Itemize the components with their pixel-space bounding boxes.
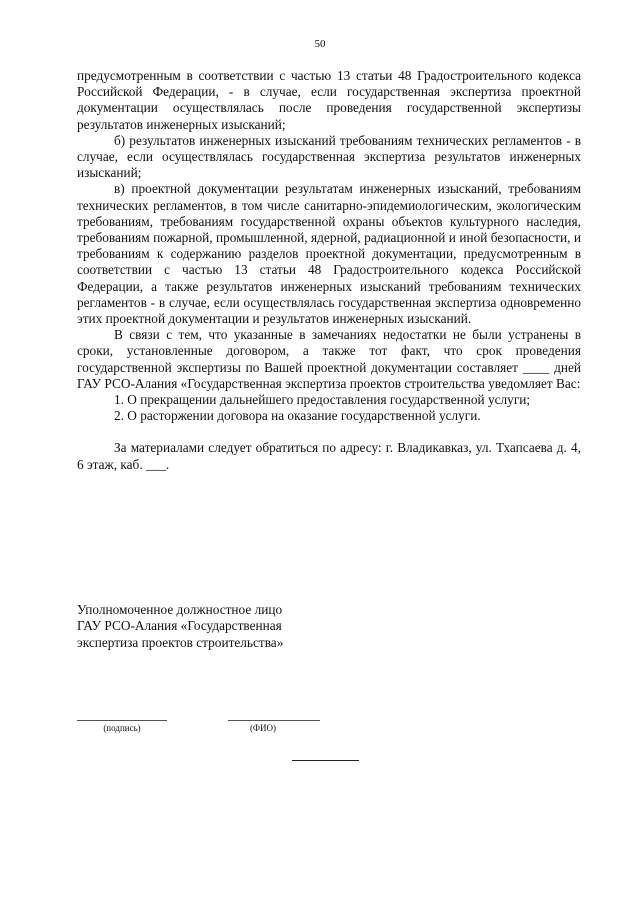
document-body — [77, 68, 581, 473]
signature-line — [77, 720, 167, 721]
signature-label: (подпись) — [103, 723, 141, 733]
signatory-line-2: ГАУ РСО-Алания «Государственная — [77, 618, 282, 634]
paragraph-option-1: 1. О прекращении дальнейшего предоставления государственной услуги; — [114, 392, 531, 408]
page-number: 50 — [314, 38, 326, 50]
paragraph-continuation: предусмотренным в соответствии с частью 13 статьи 48 Градостроительного кодекса Российской Федерации, - в случае, если государственная экспертиза проектной документации осуществлялась после проведения государственной экспертизы результатов инженерных изысканий; — [77, 68, 581, 132]
signatory-line-1: Уполномоченное должностное лицо — [77, 602, 283, 617]
full-name-line — [228, 720, 320, 721]
paragraph-address: За материалами следует обратиться по адресу: г. Владикавказ, ул. Тхапсаева д. 4, 6 этаж, каб. ___. — [77, 440, 581, 472]
spacer — [77, 424, 581, 440]
paragraph-option-2: 2. О расторжении договора на оказание государственной услуги. — [114, 408, 481, 424]
full-name-label: (ФИО) — [249, 723, 277, 733]
paragraph-item-b: б) результатов инженерных изысканий требованиям технических регламентов - в случае, если осуществлялась государственная экспертиза результатов инженерных изысканий; — [77, 132, 581, 181]
paragraph-notice: В связи с тем, что указанные в замечаниях недостатки не были устранены в сроки, установленные договором, а также тот факт, что срок проведения государственной экспертизы по Вашей проектной документации составляет ____ дней ГАУ РСО-Алания «Государственная экспертиза проектов строительства уведомляет Вас: — [77, 327, 581, 391]
signatory-block — [77, 602, 283, 651]
end-of-document-rule — [292, 760, 359, 761]
signatory-line-3: экспертиза проектов строительства» — [77, 634, 284, 650]
paragraph-item-v: в) проектной документации результатам инженерных изысканий, требованиям технических регламентов, в том числе санитарно-эпидемиологическим, экологическим требованиям, требованиям государственной охраны объектов культурного наследия, требованиям пожарной, промышленной, ядерной, радиационной и иной безопасности, и требованиям к содержанию разделов проектной документации, предусмотренным в соответствии с частью 13 статьи 48 Градостроительного кодекса Российской Федерации, а также результатов инженерных изысканий требованиям технических регламентов - в случае, если осуществлялась государственная экспертиза одновременно этих проектной документации и результатов инженерных изысканий. — [77, 181, 581, 327]
